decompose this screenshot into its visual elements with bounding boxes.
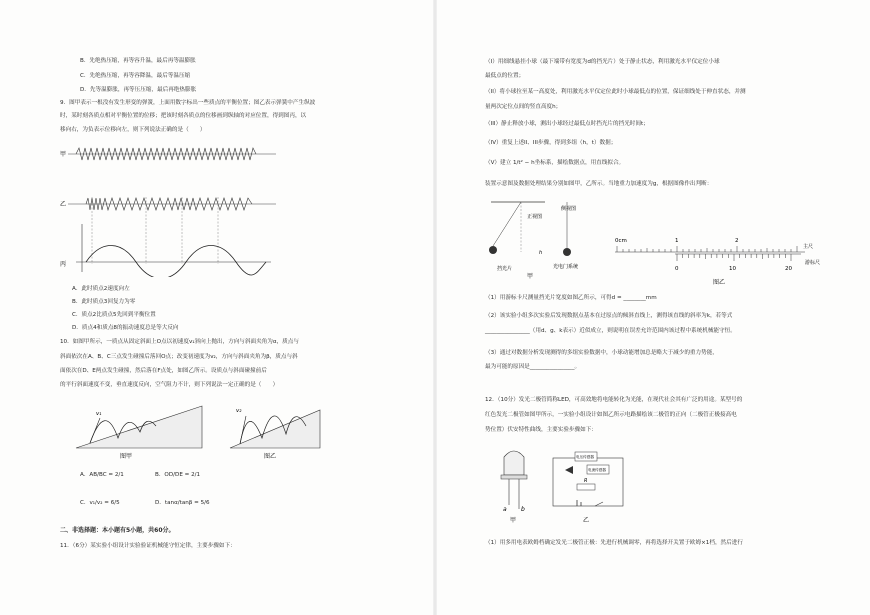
label-yi: 乙 xyxy=(60,201,67,208)
led-figure xyxy=(490,445,540,525)
caliper-caption: 图乙 xyxy=(713,279,726,286)
led-diode-icon xyxy=(565,466,573,474)
v1-label: v₁ xyxy=(96,411,102,417)
vernier-0-label: 0 xyxy=(675,266,679,272)
q10-stem-line3: 面依次在D、E两点发生碰撞，然后落在F点处，如图乙所示。设质点与斜面碰撞前后 xyxy=(60,368,267,374)
q10-stem-line2: 斜面依次在A、B、C三点发生碰撞后落回O点；改变初速度为v₂，方向与斜面夹角为β，质点与斜 xyxy=(60,354,298,360)
fig-yi-caption: 图乙 xyxy=(264,453,277,460)
voltage-sensor-label: 电压传感器 xyxy=(576,455,594,459)
photogate-label: 光电门系统 xyxy=(553,264,579,270)
ruler-1-label: 1 xyxy=(675,238,679,244)
q10-option-b: B．OD/DE = 2/1 xyxy=(155,472,201,478)
apparatus-caption: 甲 xyxy=(527,273,534,280)
q9-option-d: D．质点4和质点8的振动速度总是等大反向 xyxy=(72,325,179,331)
label-bing: 丙 xyxy=(60,261,67,268)
q12-stem-line3: 势位置）伏安特性曲线，主要实验步骤如下： xyxy=(485,427,597,433)
vernier-10-label: 10 xyxy=(729,266,736,272)
q11-step2b: 量两次定位点间的竖直高度h； xyxy=(485,104,562,110)
vernier-20-label: 20 xyxy=(785,266,792,272)
q9-option-b: B．此时质点3回复力为零 xyxy=(72,299,136,305)
ball-front xyxy=(489,246,497,254)
q11-step1b: 最低点的位置； xyxy=(485,73,525,79)
q10-option-a: A．AB/BC = 2/1 xyxy=(80,472,124,478)
incline-figure-yi xyxy=(226,396,326,462)
q9-stem-line1: 9．图甲表示一根没有发生形变的弹簧，上面用数字标出一些质点的平衡位置；图乙表示弹簧中产生纵波 xyxy=(60,100,316,106)
q10-stem-line4: 的平行斜面速度不变，垂直速度反向，空气阻力不计，则下列说法一定正确的是（ ） xyxy=(60,382,279,388)
rheostat xyxy=(577,484,595,490)
q11-part2: （2）该实验小组多次实验后发现数据点基本在过原点的倾斜直线上，测得该直线的斜率为k，若等式 xyxy=(485,313,733,319)
displacement-curve xyxy=(86,246,266,278)
label-jia: 甲 xyxy=(60,151,67,158)
lead-a-label: a xyxy=(503,506,507,513)
q11-step1: （I）用细线悬挂小球（最下端带有宽度为d的挡光片）处于静止状态，利用激光水平仪定位小球 xyxy=(485,59,720,65)
apparatus-figure xyxy=(485,196,595,280)
q9-stem-line2: 时，某时刻各质点相对平衡位置的位移；把该时刻各质点的位移画到纵轴的对应位置，得到图丙，以 xyxy=(60,113,307,119)
rheostat-label: R xyxy=(584,478,588,484)
side-view-label: 侧视图 xyxy=(561,206,577,212)
q11-step4: （IV）重复上述II、III步骤，得到多组（h，t）数据； xyxy=(485,140,617,146)
shading-label: 挡光片 xyxy=(497,266,513,272)
ball-side xyxy=(563,248,571,256)
vernier-caliper xyxy=(605,232,845,288)
q11-step5: （V）建立 1/t² − h坐标系，描绘数据点，用直线拟合。 xyxy=(485,160,625,166)
main-scale-label: 主尺 xyxy=(803,244,814,250)
main-scale-ticks xyxy=(617,246,797,252)
incline-figure-jia xyxy=(70,396,210,462)
vernier-scale-label: 游标尺 xyxy=(805,260,821,266)
q9-option-c: C．质点2比质点5先回到平衡位置 xyxy=(72,312,156,318)
ruler-2-label: 2 xyxy=(735,238,739,244)
circuit-figure xyxy=(547,448,632,528)
q8-option-d: D．先等温膨胀，再等压压缩，最后再绝热膨胀 xyxy=(80,87,197,93)
incline-jia xyxy=(76,406,202,448)
v2-arrow xyxy=(240,416,246,444)
v1-arrow xyxy=(90,418,100,443)
front-view-label: 正视图 xyxy=(527,214,543,220)
q8-option-b: B．先绝热压缩，再等容升温，最后再等温膨胀 xyxy=(80,58,196,64)
led-rim xyxy=(501,475,527,479)
q12-stem-line1: 12．（10分）发光二极管简称LED，可高效地将电能转化为光能，在现代社会其有广泛的用途。某型号的 xyxy=(485,397,743,403)
spring-wave-figure xyxy=(56,142,281,277)
circuit-caption: 乙 xyxy=(583,517,590,524)
q11-part3b: 最为可能的原因是________________。 xyxy=(485,364,581,370)
section-2-heading: 二、非选择题：本小题有5小题，共60分。 xyxy=(60,527,175,534)
h-label: h xyxy=(539,250,543,256)
switch-icon xyxy=(595,502,603,506)
q11-intro: 11．（6分）某实验小组设计实验验证机械能守恒定律，主要步骤如下： xyxy=(60,543,236,549)
q11-step3: （III）静止释放小球，测出小球经过最低点时挡光片的挡光时间t； xyxy=(485,121,649,127)
q9-option-a: A．此时质点2速度向左 xyxy=(72,286,130,292)
ruler-cm-label: 0cm xyxy=(615,238,627,244)
q10-stem-line1: 10．如图甲所示，一质点从固定斜面上O点以初速度v₁斜向上抛出，方向与斜面夹角为α，质点与 xyxy=(60,339,299,345)
led-body-icon xyxy=(504,451,524,475)
lead-b-label: b xyxy=(521,506,525,513)
q11-part3: （3）通过对数据分析发现测得的多组实验数据中，小球动能增加总是略大于减少的重力势能， xyxy=(485,350,718,356)
page-fold xyxy=(433,0,437,615)
v2-label: v₂ xyxy=(236,408,242,414)
q11-figure-note: 装置示意图及数据处理结果分别如图甲，乙所示。当地重力加速度为g，根据图像作出判断： xyxy=(485,181,713,187)
q11-part1: （1）用游标卡尺测量挡光片宽度如图乙所示，可得d = ________mm xyxy=(485,295,657,301)
q9-stem-line3: 移向右，为负表示位移向左，则下列说法正确的是（ ） xyxy=(60,127,206,133)
string-front xyxy=(493,202,521,246)
fig-jia-caption: 图甲 xyxy=(120,453,133,460)
q11-part2b: ________________（用d、g、k表示）近似成立，则说明在误差允许范围内该过程中系统机械能守恒。 xyxy=(485,328,736,334)
q11-step2: （II）将小球拉至某一高度处，利用激光水平仪定位此时小球最低点的位置，保证细线处于伸直状态，并测 xyxy=(485,89,746,95)
q10-option-c: C．v₁/v₂ = 6/5 xyxy=(80,500,120,506)
q12-step1: （1）用多用电表欧姆档确定发光二极管正极：先进行机械调零，再将选择开关置于欧姆×1档，然后进行 xyxy=(485,540,743,546)
q8-option-c: C．先绝热压缩，再等容降温，最后等温压缩 xyxy=(80,73,191,79)
q10-option-d: D．tanα/tanβ = 5/6 xyxy=(155,500,210,506)
vernier-ticks xyxy=(677,254,791,261)
q12-stem-line2: 红色发光二极管如图甲所示，一实验小组设计如图乙所示电路描绘该二极管的正向（二极管正极接高电 xyxy=(485,412,737,418)
led-caption: 甲 xyxy=(510,517,517,524)
current-sensor-label: 电流传感器 xyxy=(588,468,606,472)
